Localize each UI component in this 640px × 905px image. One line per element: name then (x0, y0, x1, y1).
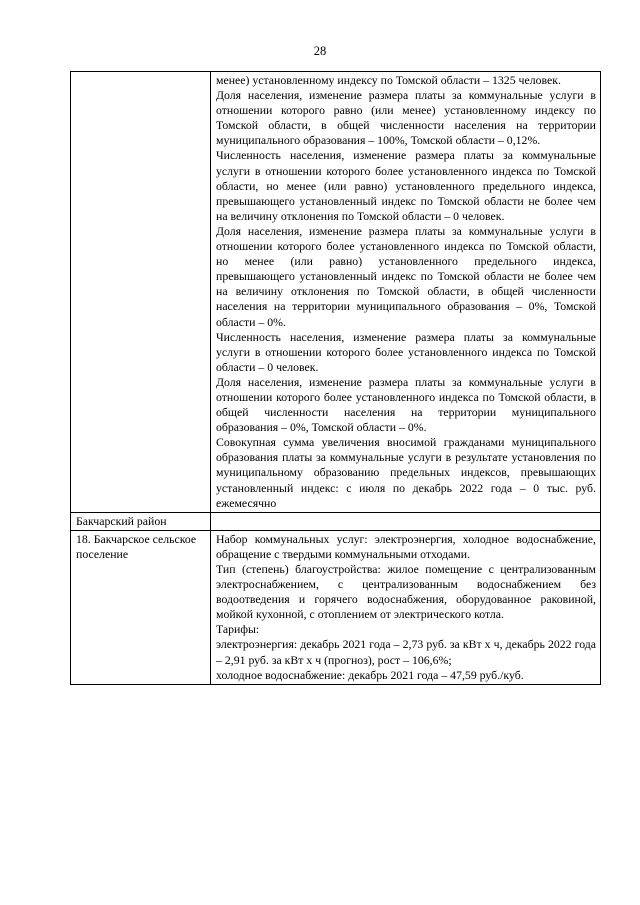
paragraph: менее) установленному индексу по Томской области – 1325 человек. (216, 73, 561, 87)
paragraph: электроэнергия: декабрь 2021 года – 2,73 руб. за кВт х ч, декабрь 2022 года – 2,91 руб. за кВт х ч (прогноз), рост – 106,6%; (216, 637, 596, 667)
paragraph: Тарифы: (216, 622, 260, 637)
paragraph: Совокупная сумма увеличения вносимой гражданами муниципального образования платы за коммунальные услуги в результате установления по муниципальному образованию предельных индексов, превышающих установленный индекс: с июля по декабрь 2022 года – 0 тыс. руб. ежемесячно (216, 435, 596, 510)
document-table (70, 71, 601, 685)
paragraph: Доля населения, изменение размера платы за коммунальные услуги в отношении которого более установленного индекса по Томской области, в общей численности населения на территории муниципального образования – 0%, Томской области – 0%. (216, 374, 596, 435)
municipality-cell: 18. Бакчарское сельское поселение (71, 530, 211, 684)
description-cell (211, 72, 601, 513)
table-row (71, 72, 601, 513)
district-cell: Бакчарский район (71, 512, 211, 530)
paragraph: Набор коммунальных услуг: электроэнергия, холодное водоснабжение, обращение с твердыми коммунальными отходами. (216, 531, 596, 561)
paragraph: Доля населения, изменение размера платы за коммунальные услуги в отношении которого равно (или менее) установленному индексу по Томской области, в общей численности населения на территории муниципального образования – 100%, Томской области – 0,12%. (216, 88, 596, 148)
paragraph: холодное водоснабжение: декабрь 2021 года – 47,59 руб./куб. (216, 667, 524, 682)
municipality-cell (71, 72, 211, 513)
paragraph: Численность населения, изменение размера платы за коммунальные услуги в отношении которого более установленного индекса по Томской области, но менее (или равно) установленного предельного индекса, превышающего установленный индекс по Томской области не более чем на величину отклонения по Томской области – 0 человек. (216, 148, 596, 223)
description-cell (211, 530, 601, 684)
paragraph: Численность населения, изменение размера платы за коммунальные услуги в отношении которого более установленного индекса по Томской области – 0 человек. (216, 329, 596, 374)
description-cell (211, 512, 601, 530)
table-row (71, 530, 601, 684)
paragraph: Тип (степень) благоустройства: жилое помещение с централизованным электроснабжением, с централизованным водоснабжением без водоотведения и горячего водоснабжения, оборудованное раковиной, мойкой кухонной, с отоплением от электрического котла. (216, 562, 596, 622)
table-row (71, 512, 601, 530)
page-number: 28 (313, 44, 327, 58)
paragraph: Доля населения, изменение размера платы за коммунальные услуги в отношении которого более установленного индекса по Томской области, но менее (или равно) установленного предельного индекса, превышающего установленный индекс по Томской области не более чем на величину отклонения по Томской области, в общей численности населения на территории муниципального образования – 0%, Томской области – 0%. (216, 223, 596, 329)
